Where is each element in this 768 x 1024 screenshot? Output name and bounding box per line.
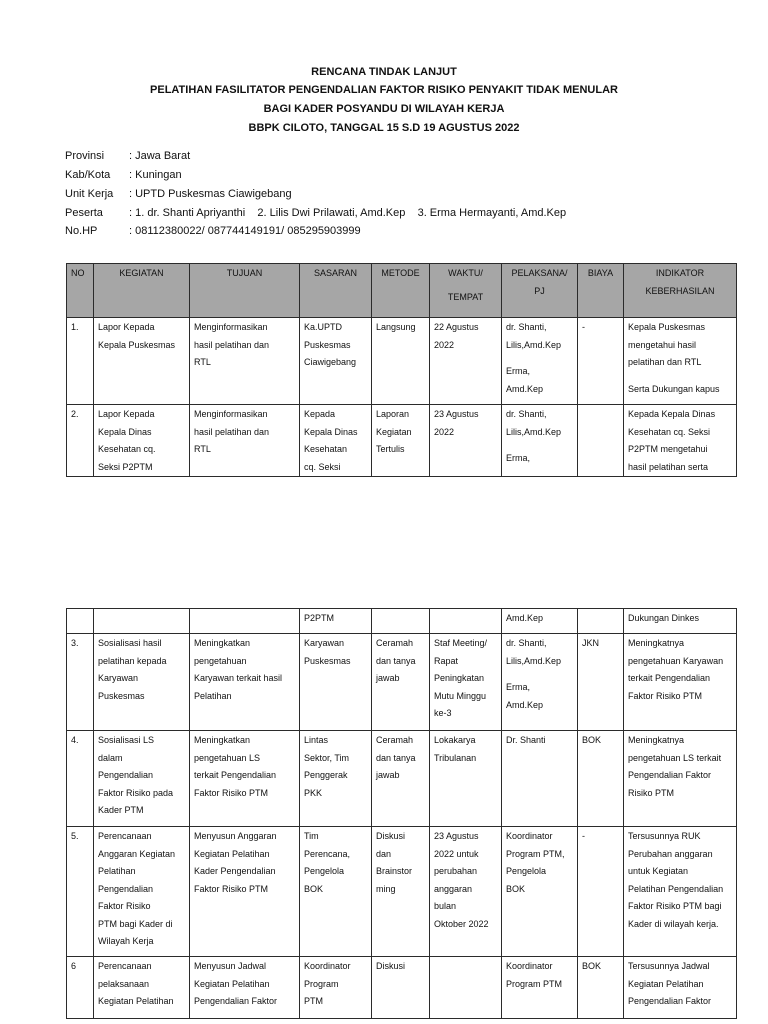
cell-metode: [372, 405, 430, 477]
cell-line: hasil pelatihan dan: [194, 426, 270, 437]
cell-line: Puskesmas: [304, 339, 351, 350]
cell-line: Tertulis: [376, 444, 405, 454]
cell-no: 4.: [67, 731, 94, 827]
cell-indikator: [624, 318, 737, 405]
header-biaya: BIAYA: [578, 264, 624, 318]
cell-metode: [372, 827, 430, 957]
cell-line: Kepada Kepala Dinas: [628, 409, 716, 419]
cell-waktu: [430, 609, 502, 634]
info-label: Kab/Kota: [65, 169, 111, 181]
cell-waktu: [430, 957, 502, 1019]
header-indikator: [624, 264, 737, 318]
cell-indikator: [624, 957, 737, 1019]
cell-line: BOK: [582, 961, 602, 971]
cell-kegiatan: [94, 634, 190, 731]
header-waktu: [430, 264, 502, 318]
info-kabkota: [65, 169, 182, 181]
cell-line: dalam: [98, 752, 123, 763]
cell-line: Risiko PTM: [628, 787, 675, 798]
doc-subtitle-target: BAGI KADER POSYANDU DI WILAYAH KERJA: [263, 103, 505, 115]
table-row: [67, 634, 737, 731]
cell-line: Oktober 2022: [434, 918, 489, 929]
cell-line: Diskusi: [376, 831, 406, 841]
cell-line: 2022 untuk: [434, 848, 479, 859]
cell-line: Dukungan Dinkes: [628, 613, 700, 623]
cell-indikator: [624, 634, 737, 731]
cell-biaya: [578, 827, 624, 957]
cell-line: Pengendalian Faktor: [194, 996, 278, 1006]
cell-tujuan: [190, 318, 300, 405]
cell-line: Dr. Shanti: [506, 735, 546, 745]
table-row: [67, 405, 737, 477]
cell-line: P2PTM mengetahui: [628, 444, 708, 454]
cell-line: Ciawigebang: [304, 357, 357, 367]
cell-line: Pengelola: [506, 866, 547, 876]
cell-line: dan tanya: [376, 655, 416, 666]
cell-sasaran: [300, 634, 372, 731]
cell-line: Langsung: [376, 322, 416, 332]
info-label: Peserta: [65, 207, 103, 219]
cell-line: Kegiatan Pelatihan: [194, 848, 270, 859]
cell-line: RTL: [194, 444, 211, 454]
cell-tujuan: [190, 827, 300, 957]
cell-line: Kesehatan cq.: [98, 444, 156, 454]
cell-line: Wilayah Kerja: [98, 936, 154, 946]
cell-line: Erma,: [506, 366, 531, 376]
cell-tujuan: [190, 731, 300, 827]
doc-subtitle-training: PELATIHAN FASILITATOR PENGENDALIAN FAKTOR RISIKO PENYAKIT TIDAK MENULAR: [150, 84, 618, 96]
cell-sasaran: [300, 405, 372, 477]
cell-line: cq. Seksi: [304, 461, 341, 472]
cell-line: Lokakarya: [434, 735, 476, 745]
cell-line: Menginformasikan: [194, 409, 268, 419]
table-row: [67, 827, 737, 957]
cell-line: Kegiatan Pelatihan: [194, 978, 270, 989]
cell-line: Lintas: [304, 735, 329, 745]
table-row: [67, 318, 737, 405]
cell-metode: [372, 634, 430, 731]
cell-line: anggaran: [434, 883, 473, 894]
cell-line: Anggaran Kegiatan: [98, 848, 176, 859]
cell-line: Program PTM,: [506, 848, 565, 859]
cell-line: dr. Shanti,: [506, 409, 547, 419]
cell-line: Pengendalian Faktor: [628, 770, 712, 780]
cell-line: Lapor Kepada: [98, 409, 155, 419]
cell-line: Sosialisasi LS: [98, 735, 155, 745]
cell-line: mengetahui hasil: [628, 339, 697, 350]
info-value: : 1. dr. Shanti Apriyanthi 2. Lilis Dwi Prilawati, Amd.Kep 3. Erma Hermayanti, Amd.Kep: [129, 207, 567, 219]
cell-line: JKN: [582, 638, 600, 648]
cell-metode: [372, 318, 430, 405]
cell-line: Amd.Kep: [506, 613, 544, 623]
cell-line: Seksi P2PTM: [98, 461, 153, 472]
cell-sasaran: [300, 609, 372, 634]
cell-line: Sektor, Tim: [304, 752, 350, 763]
cell-waktu: [430, 634, 502, 731]
cell-line: Lapor Kepada: [98, 322, 155, 332]
cell-line: PTM: [304, 996, 323, 1006]
cell-line: BOK: [582, 735, 602, 745]
cell-line: Tersusunnya Jadwal: [628, 961, 710, 971]
cell-line: 22 Agustus: [434, 322, 479, 332]
cell-line: Karyawan terkait hasil: [194, 673, 283, 683]
cell-sasaran: [300, 318, 372, 405]
cell-no: 6: [67, 957, 94, 1019]
cell-line: Faktor Risiko PTM: [628, 690, 703, 701]
cell-biaya: [578, 405, 624, 477]
cell-biaya: [578, 634, 624, 731]
cell-waktu: [430, 731, 502, 827]
cell-line: Faktor Risiko PTM: [194, 787, 269, 798]
cell-line: Tribulanan: [434, 752, 477, 763]
cell-line: Kader di wilayah kerja.: [628, 918, 719, 929]
cell-metode: [372, 731, 430, 827]
info-value: : UPTD Puskesmas Ciawigebang: [129, 188, 292, 200]
cell-line: Perencanaan: [98, 831, 152, 841]
cell-line: pelatihan kepada: [98, 655, 167, 666]
cell-line: Diskusi: [376, 961, 406, 971]
info-label: No.HP: [65, 225, 98, 237]
cell-biaya: [578, 318, 624, 405]
cell-line: pengetahuan Karyawan: [628, 655, 724, 666]
cell-line: pengetahuan: [194, 655, 247, 666]
cell-line: dan tanya: [376, 752, 416, 763]
cell-no: 5.: [67, 827, 94, 957]
cell-line: Rapat: [434, 655, 459, 666]
cell-line: Pengelola: [304, 866, 345, 876]
cell-line: 2022: [434, 339, 455, 350]
rtl-table-page-2: [66, 608, 737, 1019]
cell-line: terkait Pengendalian: [628, 673, 711, 683]
cell-indikator: [624, 609, 737, 634]
cell-line: Karyawan: [304, 638, 345, 648]
info-value: : Kuningan: [129, 169, 182, 181]
header-kegiatan: KEGIATAN: [94, 264, 190, 318]
cell-line: Meningkatkan: [194, 735, 251, 745]
cell-line: dr. Shanti,: [506, 322, 547, 332]
cell-line: Koordinator: [506, 831, 553, 841]
cell-line: Koordinator: [304, 961, 351, 971]
info-value: : 08112380022/ 087744149191/ 085295903999: [129, 225, 361, 237]
cell-line: Pelatihan: [194, 690, 232, 701]
cell-line: 2022: [434, 426, 455, 437]
cell-line: Brainstor: [376, 866, 413, 876]
cell-line: Faktor Risiko PTM: [194, 883, 269, 894]
cell-biaya: [578, 609, 624, 634]
cell-indikator: [624, 827, 737, 957]
cell-line: Erma,: [506, 682, 531, 692]
rtl-table-page-1: [66, 263, 737, 477]
cell-line: Perencana,: [304, 848, 351, 859]
cell-line: jawab: [376, 673, 400, 683]
cell-line: jawab: [376, 770, 400, 780]
cell-line: Kepala Dinas: [304, 426, 358, 437]
cell-tujuan: [190, 609, 300, 634]
cell-line: Peningkatan: [434, 673, 485, 683]
cell-waktu: [430, 827, 502, 957]
header-line: TEMPAT: [447, 291, 484, 302]
cell-line: Perencanaan: [98, 961, 152, 971]
header-pelaksana: [502, 264, 578, 318]
cell-no: 1.: [67, 318, 94, 405]
cell-line: Puskesmas: [98, 690, 145, 701]
cell-line: ming: [376, 883, 396, 894]
info-label: Unit Kerja: [65, 188, 114, 200]
cell-sasaran: [300, 731, 372, 827]
cell-line: perubahan: [434, 866, 478, 876]
cell-pelaksana: [502, 957, 578, 1019]
table-row: [67, 731, 737, 827]
cell-line: Pelatihan: [98, 866, 136, 876]
header-line: WAKTU/: [448, 268, 483, 278]
cell-line: Staf Meeting/: [434, 638, 488, 648]
cell-line: P2PTM: [304, 613, 335, 623]
cell-line: Kepala Dinas: [98, 426, 152, 437]
header-metode: METODE: [372, 264, 430, 318]
cell-line: ke-3: [434, 708, 452, 718]
header-no: NO: [67, 264, 94, 318]
cell-line: -: [582, 831, 585, 841]
table-row: [67, 609, 737, 634]
cell-line: Erma,: [506, 453, 531, 463]
cell-line: Kepala Puskesmas: [628, 322, 706, 332]
cell-line: Pengendalian Faktor: [628, 996, 712, 1006]
cell-line: Meningkatnya: [628, 735, 685, 745]
header-sasaran: SASARAN: [300, 264, 372, 318]
cell-line: Kader Pengendalian: [194, 866, 276, 876]
cell-line: dan: [376, 848, 392, 859]
cell-line: hasil pelatihan dan: [194, 339, 270, 350]
cell-line: Menyusun Jadwal: [194, 961, 267, 971]
cell-line: RTL: [194, 357, 211, 367]
cell-kegiatan: [94, 609, 190, 634]
cell-line: Pengendalian: [98, 883, 154, 894]
cell-line: terkait Pengendalian: [194, 770, 277, 780]
cell-sasaran: [300, 827, 372, 957]
cell-line: Lilis,Amd.Kep: [506, 339, 562, 350]
header-line: PELAKSANA/: [511, 268, 568, 278]
cell-line: Laporan: [376, 409, 410, 419]
cell-line: Serta Dukungan kapus: [628, 383, 720, 394]
cell-line: pelatihan dan RTL: [628, 357, 702, 367]
cell-biaya: [578, 957, 624, 1019]
cell-line: Program: [304, 978, 339, 989]
cell-biaya: [578, 731, 624, 827]
header-tujuan: TUJUAN: [190, 264, 300, 318]
cell-line: untuk Kegiatan: [628, 866, 689, 876]
cell-line: PKK: [304, 787, 323, 798]
cell-sasaran: [300, 957, 372, 1019]
cell-line: 23 Agustus: [434, 409, 479, 419]
cell-kegiatan: [94, 318, 190, 405]
cell-no: 2.: [67, 405, 94, 477]
cell-tujuan: [190, 957, 300, 1019]
cell-line: Perubahan anggaran: [628, 848, 713, 859]
cell-line: BOK: [506, 883, 526, 894]
info-label: Provinsi: [65, 150, 105, 162]
info-provinsi: [65, 150, 190, 162]
cell-line: Kader PTM: [98, 805, 144, 815]
cell-tujuan: [190, 405, 300, 477]
cell-line: Koordinator: [506, 961, 553, 971]
cell-line: Kepala Puskesmas: [98, 339, 176, 350]
cell-line: Kegiatan Pelatihan: [628, 978, 704, 989]
cell-no: [67, 609, 94, 634]
info-unit-kerja: [65, 188, 292, 200]
cell-waktu: [430, 405, 502, 477]
cell-line: 23 Agustus: [434, 831, 479, 841]
cell-line: Amd.Kep: [506, 383, 544, 394]
cell-line: pengetahuan LS terkait: [628, 752, 722, 763]
header-line: KEBERHASILAN: [645, 285, 715, 296]
cell-pelaksana: [502, 405, 578, 477]
cell-line: BOK: [304, 883, 324, 894]
cell-line: Lilis,Amd.Kep: [506, 426, 562, 437]
cell-line: Kegiatan Pelatihan: [98, 996, 174, 1006]
cell-kegiatan: [94, 731, 190, 827]
cell-line: pelaksanaan: [98, 978, 150, 989]
cell-line: Ceramah: [376, 638, 414, 648]
info-value: : Jawa Barat: [129, 150, 191, 162]
cell-pelaksana: [502, 609, 578, 634]
cell-line: hasil pelatihan serta: [628, 461, 709, 472]
cell-line: Ceramah: [376, 735, 414, 745]
cell-tujuan: [190, 634, 300, 731]
cell-line: Puskesmas: [304, 655, 351, 666]
cell-line: Menyusun Anggaran: [194, 831, 277, 841]
info-peserta: [65, 207, 566, 219]
header-line: INDIKATOR: [655, 268, 705, 278]
cell-line: Pelatihan Pengendalian: [628, 883, 724, 894]
doc-title: RENCANA TINDAK LANJUT: [311, 66, 457, 78]
cell-pelaksana: [502, 731, 578, 827]
header-line: PJ: [534, 285, 545, 296]
cell-pelaksana: [502, 827, 578, 957]
cell-line: Menginformasikan: [194, 322, 268, 332]
cell-line: Program PTM: [506, 978, 563, 989]
cell-line: Tersusunnya RUK: [628, 831, 701, 841]
info-nohp: [65, 225, 361, 237]
cell-line: Kesehatan: [304, 444, 348, 454]
cell-metode: [372, 957, 430, 1019]
cell-pelaksana: [502, 318, 578, 405]
cell-line: Ka.UPTD: [304, 322, 343, 332]
doc-subtitle-place-date: BBPK CILOTO, TANGGAL 15 S.D 19 AGUSTUS 2022: [248, 122, 520, 134]
cell-line: pengetahuan LS: [194, 752, 261, 763]
cell-line: Mutu Minggu: [434, 690, 487, 701]
cell-line: Amd.Kep: [506, 699, 544, 710]
cell-line: Lilis,Amd.Kep: [506, 655, 562, 666]
cell-line: Penggerak: [304, 770, 348, 780]
cell-kegiatan: [94, 957, 190, 1019]
cell-indikator: [624, 731, 737, 827]
cell-line: Pengendalian: [98, 770, 154, 780]
cell-line: Meningkatkan: [194, 638, 251, 648]
cell-kegiatan: [94, 405, 190, 477]
cell-indikator: [624, 405, 737, 477]
cell-line: dr. Shanti,: [506, 638, 547, 648]
cell-line: Faktor Risiko pada: [98, 787, 174, 798]
cell-line: Sosialisasi hasil: [98, 638, 162, 648]
cell-no: 3.: [67, 634, 94, 731]
cell-line: bulan: [434, 901, 457, 911]
cell-line: Kesehatan cq. Seksi: [628, 426, 711, 437]
cell-line: Tim: [304, 831, 319, 841]
cell-line: Karyawan: [98, 673, 139, 683]
cell-line: Kegiatan: [376, 426, 412, 437]
cell-pelaksana: [502, 634, 578, 731]
cell-waktu: [430, 318, 502, 405]
cell-line: Faktor Risiko PTM bagi: [628, 901, 722, 911]
cell-line: Meningkatnya: [628, 638, 685, 648]
cell-line: Faktor Risiko: [98, 901, 151, 911]
cell-line: PTM bagi Kader di: [98, 918, 173, 929]
cell-metode: [372, 609, 430, 634]
cell-kegiatan: [94, 827, 190, 957]
table-row: [67, 957, 737, 1019]
cell-line: -: [582, 322, 585, 332]
cell-line: Kepada: [304, 409, 336, 419]
